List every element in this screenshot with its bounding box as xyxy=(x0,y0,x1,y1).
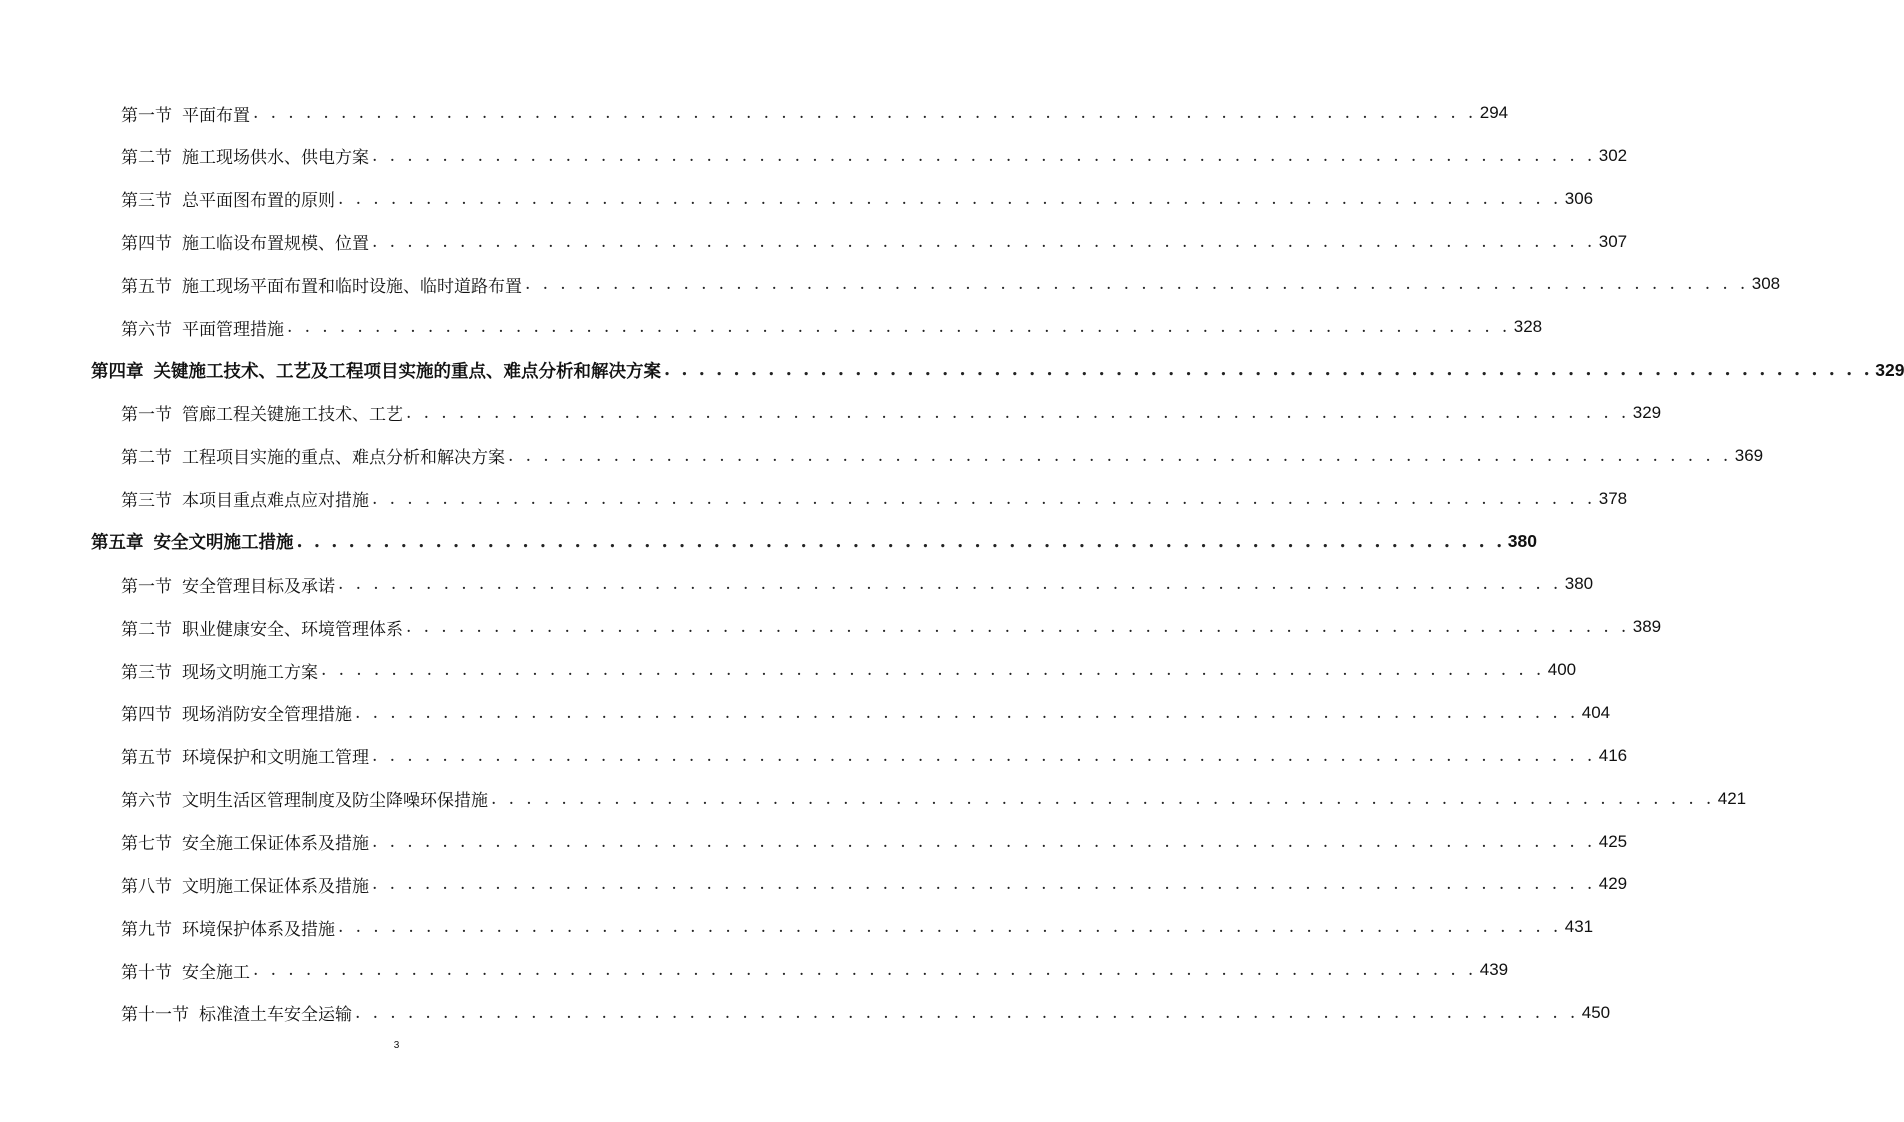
toc-entry-number: 第一节 xyxy=(121,576,172,597)
toc-entry-title: 施工临设布置规模、位置 xyxy=(182,234,369,255)
toc-section-entry[interactable] xyxy=(121,869,1628,899)
toc-section-entry[interactable] xyxy=(121,912,1594,942)
toc-dot-leader: . . . . . . . . . . . . . . . . . . . . . . . . . . . . . . . . . . . . . . . . . . . . . . . . . . . . . . . . . . . . . . . . . . . . . . xyxy=(372,745,1596,766)
toc-entry-label xyxy=(91,529,294,554)
toc-entry-title: 平面布置 xyxy=(182,105,250,126)
toc-entry-number: 第三节 xyxy=(121,662,172,683)
toc-entry-number: 第十一节 xyxy=(121,1005,189,1026)
toc-dot-leader: . . . . . . . . . . . . . . . . . . . . . . . . . . . . . . . . . . . . . . . . . . . . . . . . . . . . . . . . . . . . . . . . . . . . . . xyxy=(296,531,1505,552)
toc-page-number: 429 xyxy=(1598,874,1628,894)
toc-dot-leader: . . . . . . . . . . . . . . . . . . . . . . . . . . . . . . . . . . . . . . . . . . . . . . . . . . . . . . . . . . . . . . . . . . . . . . xyxy=(406,402,1630,423)
toc-section-entry[interactable] xyxy=(121,484,1628,514)
toc-dot-leader: . . . . . . . . . . . . . . . . . . . . . . . . . . . . . . . . . . . . . . . . . . . . . . . . . . . . . . . . . . . . . . . . . . . . . . xyxy=(253,103,1477,123)
toc-entry-label xyxy=(121,572,335,597)
toc-entry-number: 第五节 xyxy=(121,276,172,297)
toc-section-entry[interactable] xyxy=(121,184,1594,214)
toc-entry-label xyxy=(121,743,369,768)
toc-entry-number: 第六节 xyxy=(121,791,172,812)
toc-entry-title: 施工现场平面布置和临时设施、临时道路布置 xyxy=(182,276,522,297)
toc-entry-number: 第五章 xyxy=(91,533,144,553)
toc-section-entry[interactable] xyxy=(121,655,1577,685)
toc-page-number: 439 xyxy=(1479,960,1509,979)
toc-page-number: 380 xyxy=(1507,531,1537,551)
toc-page-number: 308 xyxy=(1751,274,1781,294)
toc-entry-title: 环境保护体系及措施 xyxy=(182,919,335,940)
toc-entry-title: 平面管理措施 xyxy=(182,319,284,340)
toc-section-entry[interactable] xyxy=(121,955,1509,985)
toc-entry-number: 第五节 xyxy=(121,748,172,769)
toc-entry-title: 安全管理目标及承诺 xyxy=(182,576,335,597)
toc-entry-number: 第一节 xyxy=(121,105,172,126)
toc-entry-number: 第二节 xyxy=(121,619,172,640)
toc-page-number: 294 xyxy=(1479,103,1509,122)
toc-dot-leader: . . . . . . . . . . . . . . . . . . . . . . . . . . . . . . . . . . . . . . . . . . . . . . . . . . . . . . . . . . . . . . . . . . . . . . xyxy=(406,617,1630,638)
toc-page-number: 416 xyxy=(1598,745,1628,765)
toc-entry-title: 安全文明施工措施 xyxy=(153,533,294,553)
toc-dot-leader: . . . . . . . . . . . . . . . . . . . . . . . . . . . . . . . . . . . . . . . . . . . . . . . . . . . . . . . . . . . . . . . . . . . . . . xyxy=(253,960,1477,980)
toc-entry-title: 现场消防安全管理措施 xyxy=(182,705,352,726)
toc-section-entry[interactable] xyxy=(121,827,1628,857)
toc-page-number: 450 xyxy=(1581,1002,1611,1022)
toc-section-entry[interactable] xyxy=(121,398,1662,428)
toc-dot-leader: . . . . . . . . . . . . . . . . . . . . . . . . . . . . . . . . . . . . . . . . . . . . . . . . . . . . . . . . . . . . . . . . . . . . . . xyxy=(321,660,1545,681)
toc-entry-number: 第七节 xyxy=(121,834,172,854)
toc-entry-label xyxy=(121,229,369,254)
toc-entry-title: 文明施工保证体系及措施 xyxy=(182,876,369,897)
toc-chapter-entry[interactable] xyxy=(91,355,1904,385)
toc-section-entry[interactable] xyxy=(121,612,1662,642)
toc-entry-title: 文明生活区管理制度及防尘降噪环保措施 xyxy=(182,791,488,812)
toc-entry-title: 职业健康安全、环境管理体系 xyxy=(182,619,403,640)
toc-page-number: 421 xyxy=(1717,788,1747,808)
toc-entry-number: 第四节 xyxy=(121,705,172,726)
toc-section-entry[interactable] xyxy=(121,784,1747,814)
toc-entry-label xyxy=(121,101,250,126)
toc-dot-leader: . . . . . . . . . . . . . . . . . . . . . . . . . . . . . . . . . . . . . . . . . . . . . . . . . . . . . . . . . . . . . . . . . . . . . . xyxy=(338,917,1562,938)
toc-entry-label xyxy=(121,186,335,211)
toc-entry-number: 第九节 xyxy=(121,919,172,940)
toc-entry-label xyxy=(121,915,335,940)
toc-entry-label xyxy=(121,143,369,168)
toc-entry-title: 环境保护和文明施工管理 xyxy=(182,748,369,769)
toc-entry-title: 标准渣土车安全运输 xyxy=(199,1005,352,1026)
toc-page-number: 378 xyxy=(1598,488,1628,508)
toc-entry-label xyxy=(121,958,250,983)
toc-section-entry[interactable] xyxy=(121,98,1509,128)
toc-entry-number: 第八节 xyxy=(121,876,172,897)
toc-dot-leader: . . . . . . . . . . . . . . . . . . . . . . . . . . . . . . . . . . . . . . . . . . . . . . . . . . . . . . . . . . . . . . . . . . . . . . xyxy=(508,445,1732,466)
toc-entry-title: 工程项目实施的重点、难点分析和解决方案 xyxy=(182,448,505,469)
toc-page-number: 302 xyxy=(1598,145,1628,165)
page-number-footer: 3 xyxy=(393,1040,400,1051)
toc-entry-number: 第二节 xyxy=(121,148,172,169)
toc-entry-label xyxy=(121,700,352,725)
toc-entry-title: 现场文明施工方案 xyxy=(182,662,318,683)
toc-dot-leader: . . . . . . . . . . . . . . . . . . . . . . . . . . . . . . . . . . . . . . . . . . . . . . . . . . . . . . . . . . . . . . . . . . . . . . xyxy=(372,831,1596,852)
toc-page-number: 328 xyxy=(1513,317,1543,337)
toc-entry-number: 第三节 xyxy=(121,191,172,212)
toc-dot-leader: . . . . . . . . . . . . . . . . . . . . . . . . . . . . . . . . . . . . . . . . . . . . . . . . . . . . . . . . . . . . . . . . . . . . . . xyxy=(372,231,1596,252)
toc-dot-leader: . . . . . . . . . . . . . . . . . . . . . . . . . . . . . . . . . . . . . . . . . . . . . . . . . . . . . . . . . . . . . . . . . . . . . . xyxy=(372,145,1596,166)
toc-dot-leader: . . . . . . . . . . . . . . . . . . . . . . . . . . . . . . . . . . . . . . . . . . . . . . . . . . . . . . . . . . . . . . . . . . . . . . xyxy=(525,274,1749,295)
toc-section-entry[interactable] xyxy=(121,312,1543,342)
toc-chapter-entry[interactable] xyxy=(91,527,1537,557)
toc-page-number: 389 xyxy=(1632,617,1662,637)
toc-page-number: 404 xyxy=(1581,702,1611,722)
toc-entry-label xyxy=(121,829,369,854)
toc-dot-leader: . . . . . . . . . . . . . . . . . . . . . . . . . . . . . . . . . . . . . . . . . . . . . . . . . . . . . . . . . . . . . . . . . . . . . . xyxy=(338,574,1562,595)
toc-entry-label xyxy=(121,615,403,640)
toc-entry-number: 第三节 xyxy=(121,491,172,512)
toc-entry-number: 第六节 xyxy=(121,319,172,340)
toc-section-entry[interactable] xyxy=(121,998,1611,1028)
toc-page-number: 400 xyxy=(1547,660,1577,680)
toc-entry-label xyxy=(91,358,661,383)
toc-dot-leader: . . . . . . . . . . . . . . . . . . . . . . . . . . . . . . . . . . . . . . . . . . . . . . . . . . . . . . . . . . . . . . . . . . . . . . xyxy=(491,788,1715,809)
toc-entry-number: 第二节 xyxy=(121,448,172,469)
toc-entry-number: 第四节 xyxy=(121,234,172,255)
toc-section-entry[interactable] xyxy=(121,227,1628,257)
toc-page-number: 329 xyxy=(1875,359,1904,380)
toc-section-entry[interactable] xyxy=(121,569,1594,599)
toc-page-number: 306 xyxy=(1564,188,1594,208)
toc-entry-label xyxy=(121,1000,352,1025)
toc-entry-title: 本项目重点难点应对措施 xyxy=(182,491,369,512)
toc-entry-label xyxy=(121,272,522,297)
toc-page-number: 329 xyxy=(1632,402,1662,422)
toc-entry-label xyxy=(121,315,284,340)
toc-dot-leader: . . . . . . . . . . . . . . . . . . . . . . . . . . . . . . . . . . . . . . . . . . . . . . . . . . . . . . . . . . . . . . . . . . . . . . xyxy=(372,874,1596,895)
toc-section-entry[interactable] xyxy=(121,441,1764,471)
toc-entry-title: 施工现场供水、供电方案 xyxy=(182,148,369,169)
toc-entry-number: 第十节 xyxy=(121,962,172,983)
toc-page-number: 425 xyxy=(1598,831,1628,851)
toc-page-number: 369 xyxy=(1734,445,1764,465)
toc-dot-leader: . . . . . . . . . . . . . . . . . . . . . . . . . . . . . . . . . . . . . . . . . . . . . . . . . . . . . . . . . . . . . . . . . . . . . . xyxy=(355,1002,1579,1023)
toc-dot-leader: . . . . . . . . . . . . . . . . . . . . . . . . . . . . . . . . . . . . . . . . . . . . . . . . . . . . . . . . . . . . . . . . . . . . . . xyxy=(664,360,1873,381)
toc-page-number: 380 xyxy=(1564,574,1594,594)
toc-entry-title: 安全施工保证体系及措施 xyxy=(182,834,369,854)
toc-entry-label xyxy=(121,400,403,425)
toc-page-number: 307 xyxy=(1598,231,1628,251)
toc-dot-leader: . . . . . . . . . . . . . . . . . . . . . . . . . . . . . . . . . . . . . . . . . . . . . . . . . . . . . . . . . . . . . . . . . . . . . . xyxy=(338,188,1562,209)
toc-entry-label xyxy=(121,486,369,511)
toc-entry-number: 第一节 xyxy=(121,405,172,426)
toc-entry-title: 关键施工技术、工艺及工程项目实施的重点、难点分析和解决方案 xyxy=(153,361,661,382)
toc-dot-leader: . . . . . . . . . . . . . . . . . . . . . . . . . . . . . . . . . . . . . . . . . . . . . . . . . . . . . . . . . . . . . . . . . . . . . . xyxy=(372,488,1596,509)
toc-section-entry[interactable] xyxy=(121,269,1781,299)
toc-entry-label xyxy=(121,872,369,897)
toc-entry-label xyxy=(121,443,505,468)
toc-entry-title: 安全施工 xyxy=(182,962,250,983)
toc-page-number: 431 xyxy=(1564,917,1594,937)
toc-entry-label xyxy=(121,658,318,683)
toc-section-entry[interactable] xyxy=(121,141,1628,171)
toc-dot-leader: . . . . . . . . . . . . . . . . . . . . . . . . . . . . . . . . . . . . . . . . . . . . . . . . . . . . . . . . . . . . . . . . . . . . . . xyxy=(355,702,1579,723)
toc-entry-number: 第四章 xyxy=(91,361,144,382)
toc-entry-title: 管廊工程关键施工技术、工艺 xyxy=(182,405,403,426)
toc-entry-label xyxy=(121,786,488,811)
toc-section-entry[interactable] xyxy=(121,698,1611,728)
toc-section-entry[interactable] xyxy=(121,741,1628,771)
toc-dot-leader: . . . . . . . . . . . . . . . . . . . . . . . . . . . . . . . . . . . . . . . . . . . . . . . . . . . . . . . . . . . . . . . . . . . . . . xyxy=(287,317,1511,338)
toc-entry-title: 总平面图布置的原则 xyxy=(182,191,335,212)
